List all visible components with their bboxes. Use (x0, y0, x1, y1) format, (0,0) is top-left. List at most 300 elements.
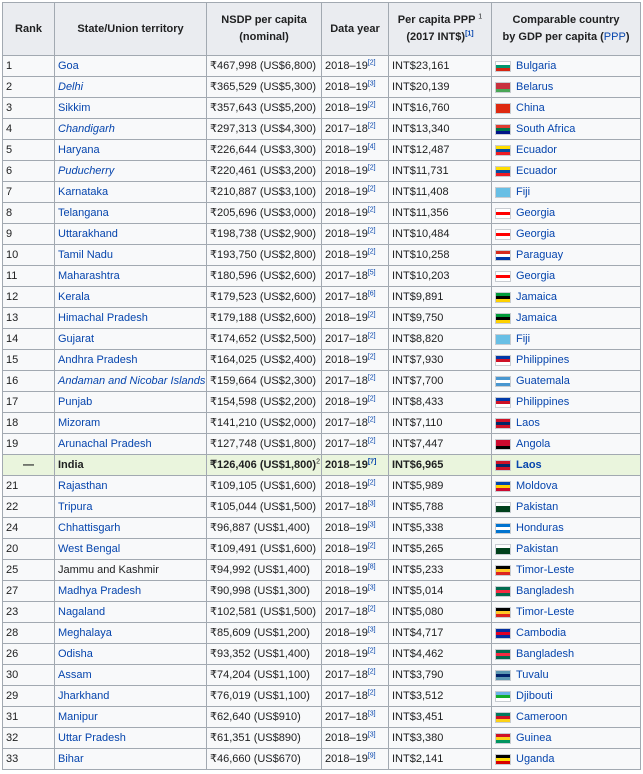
state-link[interactable]: West Bengal (58, 543, 121, 555)
data-year-cell (322, 350, 389, 371)
nsdp-cell (207, 413, 322, 434)
ppp-cell: INT$12,487 (389, 140, 492, 161)
data-year-value: 2018–19 (325, 459, 368, 471)
nsdp-cell (207, 266, 322, 287)
fiji-flag-icon (495, 187, 511, 198)
reference-link[interactable]: [2] (367, 542, 376, 550)
rank-cell: 27 (3, 581, 55, 602)
reference-link[interactable]: [3] (367, 500, 376, 508)
nsdp-value: ₹193,750 (US$2,800) (210, 249, 317, 261)
country-link[interactable]: Bangladesh (516, 585, 575, 597)
ppp-reference-link[interactable]: [1] (465, 30, 474, 38)
rank-cell: 26 (3, 644, 55, 665)
country-cell (492, 728, 641, 749)
state-cell (55, 56, 207, 77)
nsdp-value: ₹109,491 (US$1,600) (210, 543, 317, 555)
reference-link[interactable]: [4] (367, 143, 376, 151)
rank-cell: 28 (3, 623, 55, 644)
nsdp-value: ₹220,461 (US$3,200) (210, 165, 317, 177)
ppp-cell: INT$7,447 (389, 434, 492, 455)
reference-link[interactable]: [5] (367, 269, 376, 277)
nsdp-value: ₹93,352 (US$1,400) (210, 648, 310, 660)
country-link[interactable]: Cambodia (516, 627, 567, 639)
ppp-cell: INT$3,512 (389, 686, 492, 707)
reference-link[interactable]: [3] (367, 80, 376, 88)
nsdp-value: ₹96,887 (US$1,400) (210, 522, 310, 534)
country-link[interactable]: Jamaica (516, 291, 557, 303)
reference-link[interactable]: [2] (367, 689, 376, 697)
country-link[interactable]: Tuvalu (516, 669, 549, 681)
country-link[interactable]: Georgia (516, 228, 556, 240)
rank-cell: 13 (3, 308, 55, 329)
data-year-cell (322, 119, 389, 140)
country-link[interactable]: Timor-Leste (516, 564, 575, 576)
country-cell (492, 224, 641, 245)
nsdp-cell (207, 224, 322, 245)
table-row (3, 119, 641, 140)
reference-link[interactable]: [2] (367, 122, 376, 130)
data-year-cell (322, 329, 389, 350)
reference-link[interactable]: [2] (367, 227, 376, 235)
reference-link[interactable]: [9] (367, 752, 376, 760)
rank-cell: 21 (3, 476, 55, 497)
country-link[interactable]: Bulgaria (516, 60, 557, 72)
rank-cell: 6 (3, 161, 55, 182)
ppp-cell: INT$2,141 (389, 749, 492, 770)
nsdp-value: ₹226,644 (US$3,300) (210, 144, 317, 156)
data-year-cell (322, 602, 389, 623)
country-cell (492, 518, 641, 539)
state-link[interactable]: Uttar Pradesh (58, 732, 126, 744)
guinea-flag-icon (495, 733, 511, 744)
data-year-cell (322, 308, 389, 329)
state-link[interactable]: Madhya Pradesh (58, 585, 142, 597)
country-cell (492, 140, 641, 161)
reference-link[interactable]: [2] (367, 101, 376, 109)
country-link[interactable]: Angola (516, 438, 551, 450)
table-row (3, 140, 641, 161)
rank-cell: 3 (3, 98, 55, 119)
data-year-cell (322, 455, 389, 476)
state-cell (55, 707, 207, 728)
table-row (3, 203, 641, 224)
ppp-cell: INT$7,110 (389, 413, 492, 434)
bangladesh-flag-icon (495, 586, 511, 597)
table-row (3, 476, 641, 497)
reference-link[interactable]: [3] (367, 521, 376, 529)
table-row (3, 245, 641, 266)
nsdp-cell (207, 434, 322, 455)
data-year-value: 2017–18 (325, 606, 368, 618)
col-header-state[interactable]: State/Union territory (55, 3, 207, 56)
data-year-value: 2017–18 (325, 333, 368, 345)
ppp-cell: INT$23,161 (389, 56, 492, 77)
reference-link[interactable]: [8] (367, 563, 376, 571)
fiji-flag-icon (495, 334, 511, 345)
cameroon-flag-icon (495, 712, 511, 723)
country-link[interactable]: South Africa (516, 123, 576, 135)
table-row (3, 581, 641, 602)
country-link[interactable]: Philippines (516, 354, 570, 366)
data-year-cell (322, 98, 389, 119)
state-link[interactable]: Punjab (58, 396, 93, 408)
state-link[interactable]: Meghalaya (58, 627, 112, 639)
data-year-cell (322, 518, 389, 539)
reference-link[interactable]: [2] (367, 353, 376, 361)
state-link[interactable]: Delhi (58, 81, 84, 93)
rank-cell: 29 (3, 686, 55, 707)
moldova-flag-icon (495, 481, 511, 492)
state-cell (55, 497, 207, 518)
state-link[interactable]: Haryana (58, 144, 100, 156)
data-year-value: 2018–19 (325, 207, 368, 219)
country-link[interactable]: Cameroon (516, 711, 568, 723)
ppp-cell: INT$3,380 (389, 728, 492, 749)
ppp-cell: INT$10,484 (389, 224, 492, 245)
data-year-cell (322, 560, 389, 581)
table-row (3, 749, 641, 770)
ppp-cell: INT$8,433 (389, 392, 492, 413)
table-row (3, 224, 641, 245)
nsdp-value: ₹174,652 (US$2,500) (210, 333, 317, 345)
data-year-cell (322, 224, 389, 245)
philippines-flag-icon (495, 397, 511, 408)
state-cell (55, 749, 207, 770)
ppp-cell: INT$16,760 (389, 98, 492, 119)
rank-cell: 25 (3, 560, 55, 581)
state-link[interactable]: Tamil Nadu (58, 249, 114, 261)
reference-link[interactable]: [2] (367, 647, 376, 655)
data-year-value: 2018–19 (325, 480, 368, 492)
country-link[interactable]: Ecuador (516, 144, 557, 156)
nsdp-cell (207, 686, 322, 707)
data-year-cell (322, 665, 389, 686)
reference-link[interactable]: [3] (367, 626, 376, 634)
state-cell (55, 182, 207, 203)
nsdp-value: ₹357,643 (US$5,200) (210, 102, 317, 114)
country-link[interactable]: Guinea (516, 732, 552, 744)
nsdp-value: ₹62,640 (US$910) (210, 711, 301, 723)
state-cell (55, 728, 207, 749)
nsdp-value: ₹85,609 (US$1,200) (210, 627, 310, 639)
ppp-cell: INT$10,258 (389, 245, 492, 266)
reference-link[interactable]: [2] (367, 59, 376, 67)
state-link[interactable]: Arunachal Pradesh (58, 438, 152, 450)
table-row (3, 560, 641, 581)
country-link[interactable]: Paraguay (516, 249, 564, 261)
country-link[interactable]: Guatemala (516, 375, 570, 387)
col-header-data-year[interactable]: Data year (322, 3, 389, 56)
state-cell (55, 203, 207, 224)
rank-cell: 10 (3, 245, 55, 266)
country-link[interactable]: Laos (516, 417, 540, 429)
rank-cell: 11 (3, 266, 55, 287)
rank-cell: 4 (3, 119, 55, 140)
state-link[interactable]: Manipur (58, 711, 98, 723)
state-link[interactable]: Puducherry (58, 165, 115, 177)
country-cell (492, 497, 641, 518)
data-year-cell (322, 728, 389, 749)
data-year-value: 2018–19 (325, 564, 368, 576)
ppp-cell: INT$7,930 (389, 350, 492, 371)
table-row (3, 644, 641, 665)
data-year-value: 2018–19 (325, 396, 368, 408)
nsdp-value: ₹159,664 (US$2,300) (210, 375, 317, 387)
data-year-cell (322, 266, 389, 287)
nsdp-cell (207, 518, 322, 539)
country-link[interactable]: Pakistan (516, 543, 559, 555)
reference-link[interactable]: [2] (367, 374, 376, 382)
state-link[interactable]: Uttarakhand (58, 228, 118, 240)
rank-cell: 23 (3, 602, 55, 623)
reference-link[interactable]: [2] (367, 248, 376, 256)
country-link[interactable]: Ecuador (516, 165, 557, 177)
nsdp-value: ₹467,998 (US$6,800) (210, 60, 317, 72)
state-cell (55, 245, 207, 266)
data-year-value: 2017–18 (325, 375, 368, 387)
country-cell (492, 287, 641, 308)
nsdp-value: ₹180,596 (US$2,600) (210, 270, 317, 282)
nsdp-cell (207, 308, 322, 329)
table-row (3, 497, 641, 518)
data-year-cell (322, 392, 389, 413)
gdp-per-capita-table (2, 2, 641, 770)
state-link[interactable]: Nagaland (58, 606, 106, 618)
country-link[interactable]: Georgia (516, 207, 556, 219)
reference-link[interactable]: [2] (367, 311, 376, 319)
state-link[interactable]: Telangana (58, 207, 109, 219)
state-link[interactable]: Maharashtra (58, 270, 120, 282)
data-year-cell (322, 140, 389, 161)
country-cell (492, 392, 641, 413)
data-year-cell (322, 707, 389, 728)
reference-link[interactable]: [3] (367, 710, 376, 718)
reference-link[interactable]: [2] (367, 479, 376, 487)
state-link[interactable]: Jharkhand (58, 690, 110, 702)
data-year-cell (322, 581, 389, 602)
col-header-country[interactable]: Comparable country by GDP per capita (PPP) (492, 3, 641, 56)
country-cell (492, 308, 641, 329)
nsdp-cell (207, 665, 322, 686)
data-year-cell (322, 371, 389, 392)
country-cell (492, 644, 641, 665)
state-cell (55, 329, 207, 350)
reference-link[interactable]: [3] (367, 731, 376, 739)
nsdp-cell (207, 245, 322, 266)
data-year-value: 2018–19 (325, 165, 368, 177)
rank-cell: 12 (3, 287, 55, 308)
rank-cell: 17 (3, 392, 55, 413)
ppp-link[interactable]: PPP (603, 31, 626, 43)
table-row (3, 371, 641, 392)
ppp-cell: INT$3,451 (389, 707, 492, 728)
col-header-nsdp[interactable]: NSDP per capita (nominal) (207, 3, 322, 56)
state-link[interactable]: Odisha (58, 648, 93, 660)
state-link[interactable]: Bihar (58, 753, 84, 765)
country-cell (492, 371, 641, 392)
table-row (3, 182, 641, 203)
nsdp-value: ₹90,998 (US$1,300) (210, 585, 310, 597)
reference-link[interactable]: [2] (367, 185, 376, 193)
philippines-flag-icon (495, 355, 511, 366)
reference-link[interactable]: [3] (367, 584, 376, 592)
state-link[interactable]: Karnataka (58, 186, 109, 198)
nsdp-cell (207, 728, 322, 749)
nsdp-cell (207, 203, 322, 224)
country-link[interactable]: Djibouti (516, 690, 553, 702)
country-link[interactable]: Honduras (516, 522, 564, 534)
reference-link[interactable]: [2] (367, 164, 376, 172)
data-year-cell (322, 182, 389, 203)
ppp-cell: INT$4,462 (389, 644, 492, 665)
country-link[interactable]: Moldova (516, 480, 558, 492)
country-link[interactable]: Belarus (516, 81, 554, 93)
rank-cell: 9 (3, 224, 55, 245)
ppp-cell: INT$6,965 (389, 455, 492, 476)
bulgaria-flag-icon (495, 61, 511, 72)
state-link[interactable]: Chhattisgarh (58, 522, 121, 534)
data-year-value: 2018–19 (325, 186, 368, 198)
state-link[interactable]: Goa (58, 60, 79, 72)
reference-link[interactable]: [2] (367, 437, 376, 445)
country-link[interactable]: Fiji (516, 186, 531, 198)
data-year-cell (322, 56, 389, 77)
state-link[interactable]: Mizoram (58, 417, 101, 429)
state-cell (55, 581, 207, 602)
data-year-value: 2017–18 (325, 270, 368, 282)
reference-link[interactable]: [2] (367, 605, 376, 613)
nsdp-value: ₹126,406 (US$1,800) (210, 459, 317, 471)
state-link[interactable]: Rajasthan (58, 480, 108, 492)
ppp-cell: INT$10,203 (389, 266, 492, 287)
ppp-cell: INT$5,233 (389, 560, 492, 581)
state-cell (55, 140, 207, 161)
state-link[interactable]: Chandigarh (58, 123, 115, 135)
rank-cell: 19 (3, 434, 55, 455)
state-link[interactable]: Sikkim (58, 102, 91, 114)
country-link[interactable]: Georgia (516, 270, 556, 282)
nsdp-value: ₹76,019 (US$1,100) (210, 690, 310, 702)
data-year-cell (322, 77, 389, 98)
djibouti-flag-icon (495, 691, 511, 702)
data-year-value: 2017–18 (325, 669, 368, 681)
rank-cell: 20 (3, 539, 55, 560)
country-link[interactable]: Fiji (516, 333, 531, 345)
country-cell (492, 245, 641, 266)
country-link[interactable]: Timor-Leste (516, 606, 575, 618)
angola-flag-icon (495, 439, 511, 450)
rank-cell: 32 (3, 728, 55, 749)
nsdp-value: ₹61,351 (US$890) (210, 732, 301, 744)
data-year-value: 2018–19 (325, 753, 368, 765)
reference-link[interactable]: [2] (367, 206, 376, 214)
country-link[interactable]: Bangladesh (516, 648, 575, 660)
jamaica-flag-icon (495, 313, 511, 324)
col-header-ppp[interactable]: Per capita PPP $^1$ (2017 INT$)[1] (389, 3, 492, 56)
ppp-cell: INT$7,700 (389, 371, 492, 392)
data-year-value: 2018–19 (325, 60, 368, 72)
nsdp-value: ₹127,748 (US$1,800) (210, 438, 317, 450)
country-link[interactable]: Laos (516, 459, 542, 471)
reference-link[interactable]: [6] (367, 290, 376, 298)
ecuador-flag-icon (495, 145, 511, 156)
state-link[interactable]: Andaman and Nicobar Islands (58, 375, 206, 387)
ppp-cell: INT$5,338 (389, 518, 492, 539)
country-cell (492, 266, 641, 287)
data-year-value: 2018–19 (325, 522, 368, 534)
reference-link[interactable]: [2] (367, 668, 376, 676)
nsdp-cell (207, 560, 322, 581)
data-year-cell (322, 203, 389, 224)
state-cell (55, 560, 207, 581)
georgia-flag-icon (495, 271, 511, 282)
table-header-row (3, 3, 641, 56)
guatemala-flag-icon (495, 376, 511, 387)
ppp-cell: INT$20,139 (389, 77, 492, 98)
rank-cell: 33 (3, 749, 55, 770)
country-cell (492, 665, 641, 686)
reference-link[interactable]: [2] (367, 395, 376, 403)
state-link[interactable]: Tripura (58, 501, 93, 513)
data-year-value: 2018–19 (325, 312, 368, 324)
state-link[interactable]: Kerala (58, 291, 90, 303)
paraguay-flag-icon (495, 250, 511, 261)
ppp-cell: INT$5,788 (389, 497, 492, 518)
table-row-national (3, 455, 641, 476)
country-link[interactable]: Uganda (516, 753, 555, 765)
ppp-cell: INT$11,356 (389, 203, 492, 224)
state-cell (55, 371, 207, 392)
reference-link[interactable]: [2] (367, 332, 376, 340)
state-cell (55, 392, 207, 413)
col-header-rank[interactable]: Rank (3, 3, 55, 56)
nsdp-cell (207, 623, 322, 644)
reference-link[interactable]: [7] (367, 458, 377, 466)
country-cell (492, 98, 641, 119)
state-cell (55, 161, 207, 182)
nsdp-cell (207, 329, 322, 350)
rank-cell: 24 (3, 518, 55, 539)
nsdp-cell (207, 581, 322, 602)
country-link[interactable]: China (516, 102, 545, 114)
state-link[interactable]: Andhra Pradesh (58, 354, 138, 366)
state-cell (55, 266, 207, 287)
reference-link[interactable]: [2] (367, 416, 376, 424)
data-year-cell (322, 434, 389, 455)
table-row (3, 350, 641, 371)
state-link: Jammu and Kashmir (58, 564, 159, 576)
table-row (3, 665, 641, 686)
data-year-value: 2018–19 (325, 585, 368, 597)
table-row (3, 392, 641, 413)
country-link[interactable]: Jamaica (516, 312, 557, 324)
data-year-cell (322, 623, 389, 644)
nsdp-cell (207, 497, 322, 518)
state-link[interactable]: Himachal Pradesh (58, 312, 148, 324)
nsdp-value: ₹164,025 (US$2,400) (210, 354, 317, 366)
state-link[interactable]: Gujarat (58, 333, 95, 345)
data-year-value: 2018–19 (325, 102, 368, 114)
table-row (3, 623, 641, 644)
nsdp-cell (207, 140, 322, 161)
country-link[interactable]: Pakistan (516, 501, 559, 513)
country-link[interactable]: Philippines (516, 396, 570, 408)
table-row (3, 266, 641, 287)
state-link[interactable]: Assam (58, 669, 92, 681)
nsdp-cell (207, 182, 322, 203)
data-year-value: 2018–19 (325, 627, 368, 639)
pakistan-flag-icon (495, 502, 511, 513)
